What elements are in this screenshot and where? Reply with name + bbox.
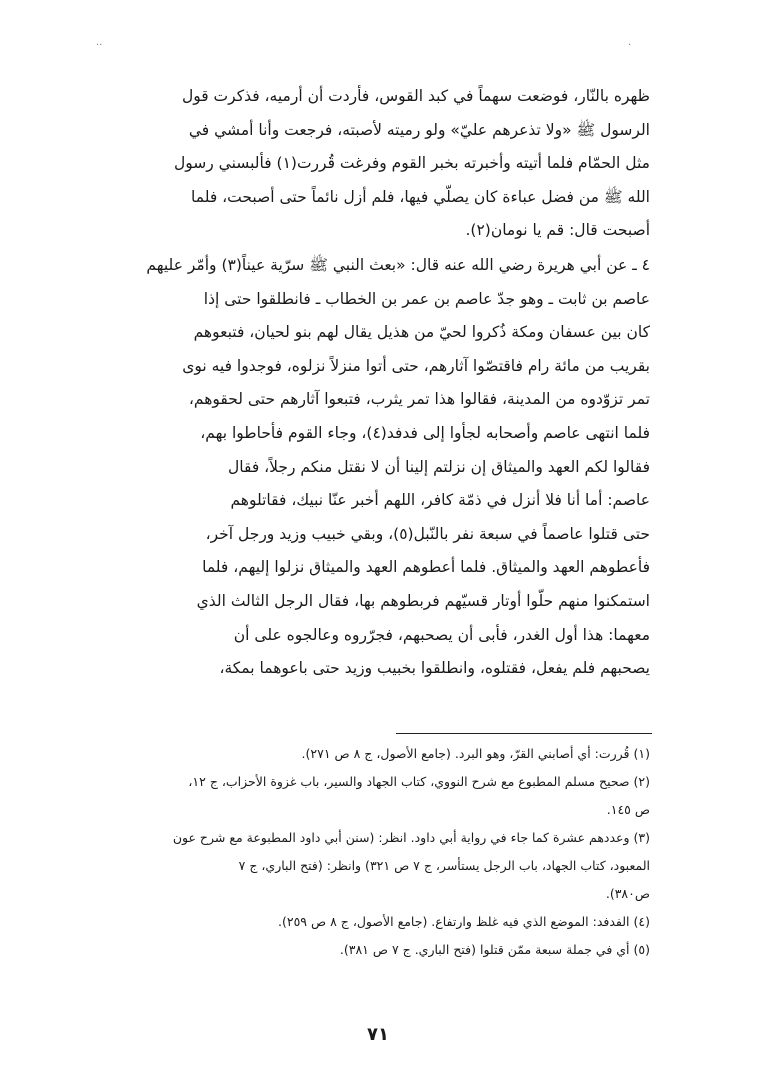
text-line: يصحبهم فلم يفعل، فقتلوه، وانطلقوا بخبيب وزيد حتى باعوهما بمكة، [219, 659, 650, 678]
text-line: تمر تزوّدوه من المدينة، فقالوا هذا تمر يثرب، فتبعوا آثارهم حتى لحقوهم، [188, 390, 650, 409]
scan-mark-right: . [628, 37, 632, 48]
text-line: استمكنوا منهم حلّوا أوتار قسيّهم فربطوهم بها، فقال الرجل الثالث الذي [196, 591, 650, 610]
footnote-line: المعبود، كتاب الجهاد، باب الرجل يستأسر، ج ٧ ص ٣٢١) وانظر: (فتح الباري، ج ٧ [238, 858, 650, 873]
footnote-2 [104, 768, 650, 824]
footnote-3 [104, 824, 650, 908]
footnote-1 [104, 740, 650, 768]
main-text [104, 80, 650, 686]
text-line: عاصم بن ثابت ـ وهو جدّ عاصم بن عمر بن الخطاب ـ فانطلقوا حتى إذا [203, 289, 650, 308]
page-number: ٧١ [367, 1024, 389, 1045]
footnote-line: (٥) أي في جملة سبعة ممّن قتلوا (فتح الباري. ج ٧ ص ٣٨١). [339, 942, 650, 957]
paragraph-continuation [104, 80, 650, 248]
footnote-line: ص٣٨٠). [605, 886, 650, 901]
text-line: ٤ ـ عن أبي هريرة رضي الله عنه قال: «بعث النبي ﷺ سرّية عيناً(٣) وأمّر عليهم [146, 255, 650, 274]
text-line: معهما: هذا أول الغدر، فأبى أن يصحبهم، فجرّروه وعالجوه على أن [233, 625, 650, 644]
footnote-line: (٤) الفدفد: الموضع الذي فيه غلظ وارتفاع. (جامع الأصول، ج ٨ ص ٢٥٩). [278, 914, 650, 929]
text-line: ظهره بالنّار، فوضعت سهماً في كبد القوس، فأردت أن أرميه، فذكرت قول [181, 87, 650, 105]
footnote-line: (٣) وعددهم عشرة كما جاء في رواية أبي داود. انظر: (سنن أبي داود المطبوعة مع شرح عون [172, 830, 650, 845]
hadith-item-4 [104, 249, 650, 686]
footnote-line: (٢) صحيح مسلم المطبوع مع شرح النووي، كتاب الجهاد والسير، باب غزوة الأحزاب، ج ١٢، [188, 774, 650, 789]
text-line: أصبحت قال: قم يا نومان(٢). [465, 221, 650, 240]
text-line: كان بين عسفان ومكة ذُكروا لحيّ من هذيل يقال لهم بنو لحيان، فتبعوهم [193, 323, 650, 342]
footnote-line: (١) قُررت: أي أصابني القرّ، وهو البرد. (جامع الأصول، ج ٨ ص ٢٧١). [301, 746, 650, 761]
text-line: الرسول ﷺ «ولا تذعرهم عليّ» ولو رميته لأصبته، فرجعت وأنا أمشي في [188, 120, 650, 139]
text-line: عاصم: أما أنا فلا أنزل في ذمّة كافر، اللهم أخبر عنّا نبيك، فقاتلوهم [230, 491, 650, 510]
footnotes-list [104, 740, 650, 964]
text-line: فأعطوهم العهد والميثاق. فلما أعطوهم العهد والميثاق نزلوا إليهم، فلما [202, 558, 650, 577]
text-line: بقريب من مائة رام فاقتصّوا آثارهم، حتى أتوا منزلاً نزلوه، فوجدوا فيه نوى [182, 356, 650, 375]
text-line: فقالوا لكم العهد والميثاق إن نزلتم إلينا أن لا نقتل منكم رجلاً، فقال [228, 457, 650, 476]
text-line: مثل الحمّام فلما أتيته وأخبرته بخبر القوم وفرغت قُررت(١) فألبسني رسول [173, 154, 650, 173]
footnote-separator [396, 733, 652, 734]
text-line: فلما انتهى عاصم وأصحابه لجأوا إلى فدفد(٤)، وجاء القوم فأحاطوا بهم، [200, 423, 650, 442]
text-line: حتى قتلوا عاصماً في سبعة نفر بالنّبل(٥)، وبقي خبيب وزيد ورجل آخر، [205, 524, 650, 543]
text-line: الله ﷺ من فضل عباءة كان يصلّي فيها، فلم أزل نائماً حتى أصبحت، فلما [191, 187, 650, 206]
footnote-5 [104, 936, 650, 964]
scan-mark-left: .. [96, 37, 103, 48]
footnote-4 [104, 908, 650, 936]
footnote-line: ص ١٤٥. [606, 802, 650, 817]
